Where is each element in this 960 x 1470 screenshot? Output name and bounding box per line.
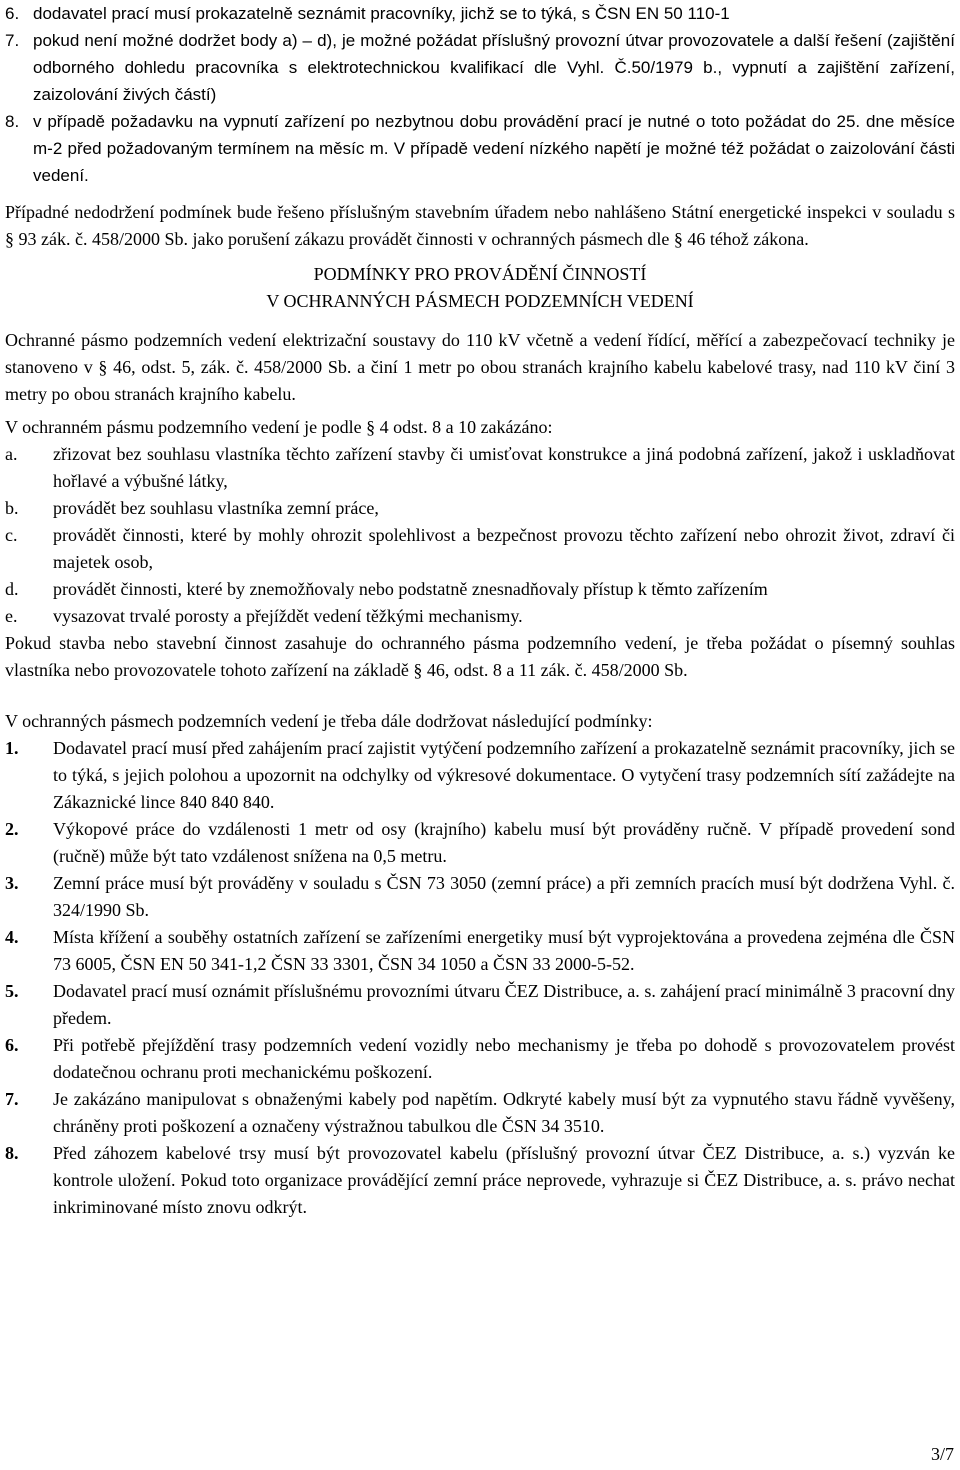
list-item-text: dodavatel prací musí prokazatelně seznámit pracovníky, jichž se to týká, s ČSN EN 50 110-1: [33, 4, 730, 23]
list-item-number: 6.: [5, 1035, 19, 1055]
list-item-text: provádět činnosti, které by znemožňovaly nebo podstatně znesnadňovaly přístup k těmto zařízením: [53, 579, 768, 599]
heading-line-2: V OCHRANNÝCH PÁSMECH PODZEMNÍCH VEDENÍ: [266, 291, 694, 311]
list-item: [5, 1032, 955, 1086]
list-item-text: Dodavatel prací musí před zahájením prací zajistit vytýčení podzemního zařízení a prokazatelně seznámit pracovníky, jich se to týká, s jejich polohou a upozornit na odchylky od výkresové dokumentace. O vytyčení trasy podzemních sítí zažádejte na Zákaznické lince 840 840 840.: [53, 738, 955, 812]
list-item-text: Výkopové práce do vzdálenosti 1 metr od osy (krajního) kabelu musí být prováděny ručně. V případě provedení sond (ručně) může být tato vzdálenost snížena na 0,5 metru.: [53, 819, 955, 866]
list-item-text: provádět činnosti, které by mohly ohrozit spolehlivost a bezpečnost provozu těchto zařízení nebo ohrozit život, zdraví či majetek osob,: [53, 525, 955, 572]
section-heading: [5, 261, 955, 315]
list-item-text: provádět bez souhlasu vlastníka zemní práce,: [53, 498, 379, 518]
zone-paragraph: Ochranné pásmo podzemních vedení elektrizační soustavy do 110 kV včetně a vedení řídící, měřící a zabezpečovací techniky je stanoveno v § 46, odst. 5, zák. č. 458/2000 Sb. a činí 1 metr po obou stranách krajního kabelu kabelové trasy, nad 110 kV činí 3 metry po obou stranách krajního kabelu.: [5, 330, 955, 404]
list-item: [5, 924, 955, 978]
page-number: 3/7: [930, 1444, 954, 1464]
list-item-text: Při potřebě přejíždění trasy podzemních vedení vozidly nebo mechanismy je třeba po dohodě s provozovatelem provést dodatečnou ochranu proti mechanickému poškození.: [53, 1035, 955, 1082]
forbidden-list: [5, 441, 955, 630]
heading-line-1: PODMÍNKY PRO PROVÁDĚNÍ ČINNOSTÍ: [313, 264, 647, 284]
list-item-text: Místa křížení a souběhy ostatních zařízení se zařízeními energetiky musí být vyprojektována a provedena zejména dle ČSN 73 6005, ČSN EN 50 341-1,2 ČSN 33 3301, ČSN 34 1050 a ČSN 33 2000-5-52.: [53, 927, 955, 974]
list-item-letter: b.: [5, 498, 19, 518]
list-item: [5, 27, 955, 108]
list-item-number: 1.: [5, 738, 19, 758]
list-item: [5, 522, 955, 576]
list-item-number: 4.: [5, 927, 19, 947]
list-item: [5, 441, 955, 495]
list-item: [5, 978, 955, 1032]
list-item: [5, 870, 955, 924]
list-item: [5, 1140, 955, 1221]
list-item-text: zřizovat bez souhlasu vlastníka těchto zařízení stavby či umisťovat konstrukce a jiná podobná zařízení, jakož i uskladňovat hořlavé a výbušné látky,: [53, 444, 955, 491]
list-item: [5, 603, 955, 630]
violation-paragraph: Případné nedodržení podmínek bude řešeno příslušným stavebním úřadem nebo nahlášeno Státní energetické inspekci v souladu s § 93 zák. č. 458/2000 Sb. jako porušení zákazu provádět činnosti v ochranných pásmech dle § 46 téhož zákona.: [5, 202, 955, 249]
list-item: [5, 108, 955, 189]
top-numbered-list: [5, 0, 955, 189]
conditions-list: [5, 735, 955, 1221]
list-item-number: 5.: [5, 981, 19, 1001]
list-item: [5, 816, 955, 870]
list-item: [5, 1086, 955, 1140]
consent-paragraph: Pokud stavba nebo stavební činnost zasahuje do ochranného pásma podzemního vedení, je třeba požádat o písemný souhlas vlastníka nebo provozovatele tohoto zařízení na základě § 46, odst. 8 a 11 zák. č. 458/2000 Sb.: [5, 633, 955, 680]
list-item-text: Je zakázáno manipulovat s obnaženými kabely pod napětím. Odkryté kabely musí být za vypnutého stavu řádně vyvěšeny, chráněny proti poškození a označeny výstražnou tabulkou dle ČSN 34 3510.: [53, 1089, 955, 1136]
list-item-text: v případě požadavku na vypnutí zařízení po nezbytnou dobu provádění prací je nutné o toto požádat do 25. dne měsíce m-2 před požadovaným termínem na měsíc m. V případě vedení nízkého napětí je možné též požádat o zaizolování části vedení.: [33, 112, 955, 185]
list-item-text: Dodavatel prací musí oznámit příslušnému provozními útvaru ČEZ Distribuce, a. s. zahájení prací minimálně 3 pracovní dny předem.: [53, 981, 955, 1028]
forbidden-intro: V ochranném pásmu podzemního vedení je podle § 4 odst. 8 a 10 zakázáno:: [5, 417, 553, 437]
list-item-text: vysazovat trvalé porosty a přejíždět vedení těžkými mechanismy.: [53, 606, 523, 626]
list-item-number: 3.: [5, 873, 19, 893]
list-item-text: Zemní práce musí být prováděny v souladu s ČSN 73 3050 (zemní práce) a při zemních pracích musí být dodržena Vyhl. č. 324/1990 Sb.: [53, 873, 955, 920]
list-item: [5, 576, 955, 603]
list-item-number: 2.: [5, 819, 19, 839]
list-item-letter: a.: [5, 444, 18, 464]
list-item-text: pokud není možné dodržet body a) – d), je možné požádat příslušný provozní útvar provozovatele a další řešení (zajištění odborného dohledu pracovníka s elektrotechnickou kvalifikací dle Vyhl. Č.50/1979 b., vypnutí a zajištění zařízení, zaizolování živých částí): [33, 31, 955, 104]
list-item-letter: d.: [5, 579, 19, 599]
list-item-number: 7.: [5, 1089, 19, 1109]
list-item-letter: c.: [5, 525, 18, 545]
conditions-intro: V ochranných pásmech podzemních vedení je třeba dále dodržovat následující podmínky:: [5, 711, 653, 731]
list-item: [5, 0, 955, 27]
list-item-number: 7.: [5, 31, 20, 50]
list-item-text: Před záhozem kabelové trsy musí být provozovatel kabelu (příslušný provozní útvar ČEZ Distribuce, a. s.) vyzván ke kontrole uložení. Pokud toto organizace provádějící zemní práce neprovede, vyhrazuje si ČEZ Distribuce, a. s. právo nechat inkriminované místo znovu odkrýt.: [53, 1143, 955, 1217]
list-item: [5, 735, 955, 816]
list-item-number: 8.: [5, 1143, 19, 1163]
list-item-number: 6.: [5, 4, 20, 23]
list-item-letter: e.: [5, 606, 18, 626]
list-item-number: 8.: [5, 112, 20, 131]
list-item: [5, 495, 955, 522]
